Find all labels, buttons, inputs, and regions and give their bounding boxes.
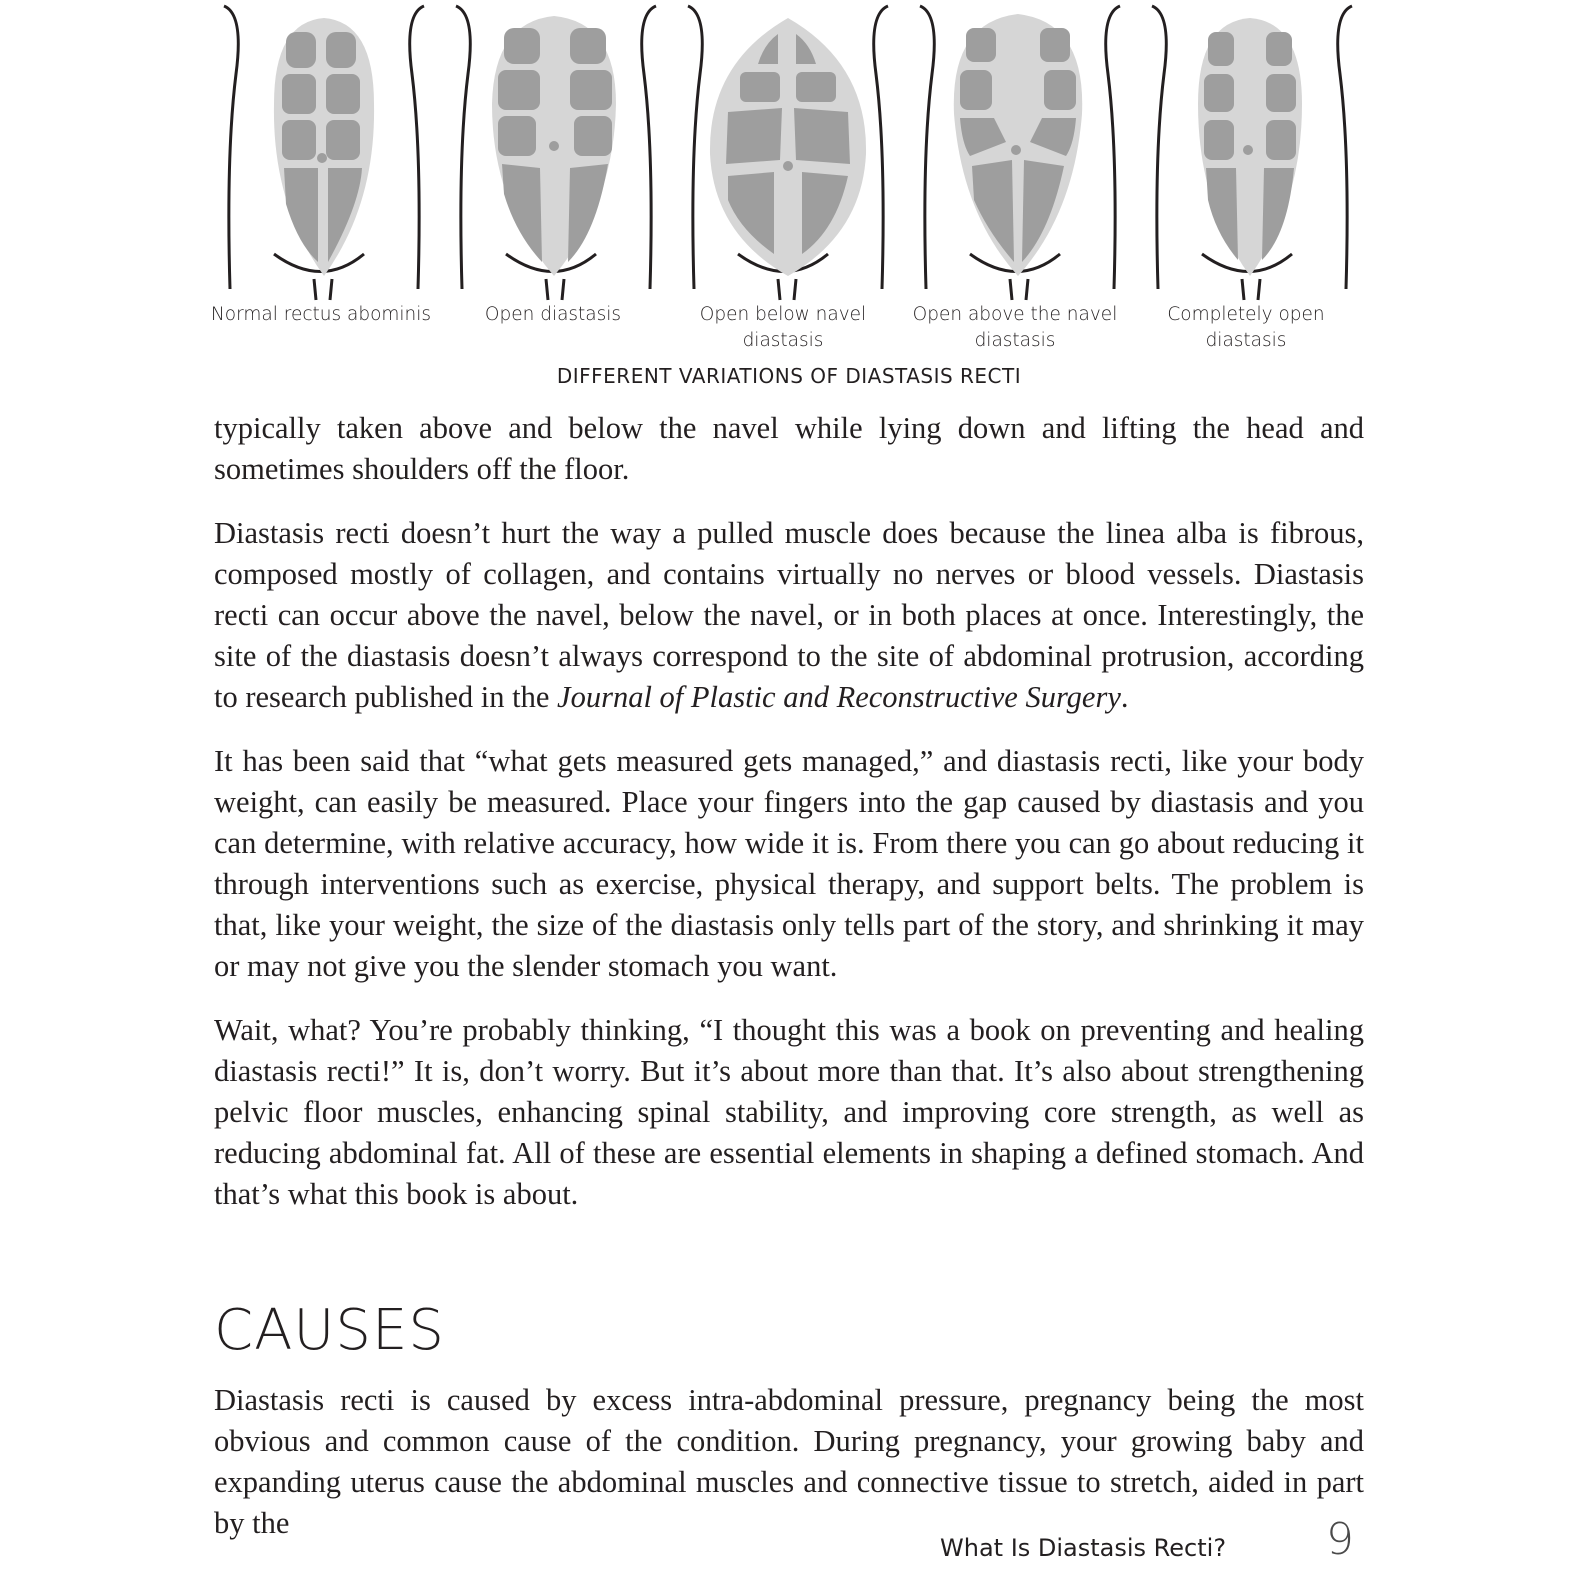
caption-open-above-navel: Open above the navel diastasis <box>912 304 1118 351</box>
page-number: 9 <box>1326 1514 1354 1565</box>
torso-completely-open-illustration <box>1142 4 1362 304</box>
torso-open-above-navel-illustration <box>910 4 1130 304</box>
paragraph-2-text: Diastasis recti doesn’t hurt the way a pulled muscle does because the linea alba is fibrous, composed mostly of collagen, and contains virtually no nerves or blood vessels. Diastasis recti can occur above the navel, below the navel, or in both places at once. Interestingly, the site of the diastasis doesn’t always correspond to the site of abdominal protrusion, according to research published in the <box>214 516 1364 714</box>
section-paragraph: Diastasis recti is caused by excess intra-abdominal pressure, pregnancy being the most obvious and common cause of the condition. During pregnancy, your growing baby and expanding uterus cause the abdominal muscles and connective tissue to stretch, aided in part by the <box>214 1383 1364 1540</box>
diastasis-figure <box>210 4 1364 351</box>
torso-open-diastasis-illustration <box>446 4 666 304</box>
caption-completely-open: Completely open diastasis <box>1167 304 1325 351</box>
caption-open-below-navel: Open below navel diastasis <box>699 304 867 351</box>
journal-title: Journal of Plastic and Reconstructive Surgery <box>557 680 1121 714</box>
paragraph-2 <box>214 513 1364 718</box>
caption-normal: Normal rectus abominis <box>210 304 432 325</box>
running-footer: What Is Diastasis Recti? <box>940 1534 1227 1562</box>
torso-normal-illustration <box>214 4 434 304</box>
caption-open: Open diastasis <box>484 304 622 325</box>
paragraph-3: It has been said that “what gets measured gets managed,” and diastasis recti, like your body weight, can easily be measured. Place your fingers into the gap caused by diastasis and you can determine, with relative accuracy, how wide it is. From there you can go about reducing it through interventions such as exercise, physical therapy, and support belts. The problem is that, like your weight, the size of the diastasis only tells part of the story, and shrinking it may or may not give you the slender stomach you want. <box>214 744 1364 983</box>
paragraph-4: Wait, what? You’re probably thinking, “I thought this was a book on preventing and healing diastasis recti!” It is, don’t worry. But it’s about more than that. It’s also about strengthening pelvic floor muscles, enhancing spinal stability, and improving core strength, as well as reducing abdominal fat. All of these are essential elements in shaping a defined stomach. And that’s what this book is about. <box>214 1013 1364 1211</box>
paragraph-1: typically taken above and below the navel while lying down and lifting the head and sometimes shoulders off the floor. <box>214 411 1364 486</box>
journal-after: . <box>1120 680 1129 714</box>
torso-open-below-navel-illustration <box>678 4 898 304</box>
figure-title: DIFFERENT VARIATIONS OF DIASTASIS RECTI <box>556 364 1022 388</box>
section-heading: CAUSES <box>214 1298 445 1363</box>
